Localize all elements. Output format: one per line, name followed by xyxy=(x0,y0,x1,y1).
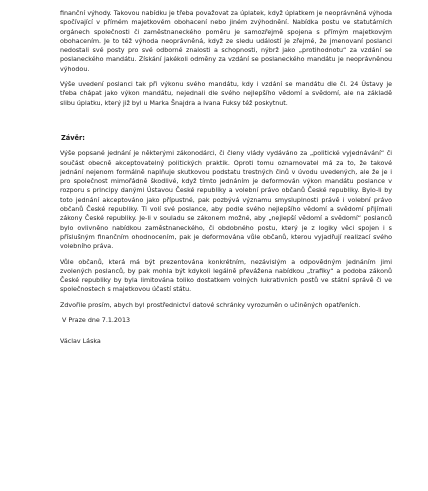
conclusion-heading: Závěr: xyxy=(61,133,85,142)
paragraph-conclusion: Výše popsané jednání je některými zákonodárci, či členy vlády vydáváno za „politické vyjednávání“ či součást obecně akceptovatelný politických praktik. Oproti tomu oznamovatel má za to, že takové jednání nejenom formálně naplňuje skutkovou podstatu trestných činů v úvodu uvedených, ale že je i pro společnost mimořádně škodlivé, když tímto jednáním je deformován výkon mandátu poslance v rozporu s principy danými Ústavou České republiky a volební právo občanů České republiky. Bylo-li by toto jednání akceptováno jako přípustné, pak pozbývá významu smysluplnosti právě i volební právo občanů České republiky. Ti volí své poslance, aby podle svého nejlepšího vědomí a svědomí přijímali zákony České republiky. Je-li v souladu se zákonem možné, aby „nejlepší vědomí a svědomí“ poslanců bylo ovlivněno nabídkou zaměstnaneckého, či obdobného postu, který je z logiky věci spojen i s příslušným finančním ohodnocením, pak je deformována vůle občanů, kterou vyjadřují realizací svého volebního práva. xyxy=(60,150,392,251)
paragraph-request: Zdvořile prosím, abych byl prostřednictví datové schránky vyrozuměn o učiněných opatřeních. xyxy=(60,301,361,309)
date-line: V Praze dne 7.1.2013 xyxy=(62,317,131,325)
paragraph-mandate: Výše uvedení poslanci tak při výkonu svého mandátu, kdy i vzdání se mandátu dle čl. 24 Ústavy je třeba chápat jako výkon mandátu, nejednali dle svého nejlepšího vědomí a svědomí, ale na základě slibu úplatku, který již byl u Marka Šnajdra a Ivana Fuksy též poskytnut. xyxy=(60,81,392,107)
paragraph-citizens-will: Vůle občanů, která má být prezentována konkrétním, nezávislým a odpovědným jednáním jimi zvolených poslanců, by pak mohla být kdykoli legálně převážena nabídkou „trafiky“ a podoba zákonů České republiky by byla limitována toliko dostatkem volných lukrativních postů ve státní správě či ve společnostech s majetkovou účastí státu. xyxy=(60,258,392,294)
signature-name: Václav Láska xyxy=(60,338,101,346)
paragraph-intro: finanční výhody. Takovou nabídku je třeba považovat za úplatek, když úplatkem je neoprávněná výhoda spočívající v přímém majetkovém obohacení nebo jiném zvýhodnění. Nabídka postu ve statutárních orgánech společnosti či zaměstnaneckého poměru je samozřejmě spojena s přímým majetkovým obohacením. Je to též výhoda neoprávněná, když ze sledu událostí je zřejmé, že jmenovaní poslanci nedostali své posty pro své odborné znalosti a schopnosti, nýbrž jako „protihodnotu“ za vzdání se poslaneckého mandátu. Získání jakékoli odměny za vzdání se poslaneckého mandátu je neoprávněnou výhodou. xyxy=(60,10,392,73)
document-page xyxy=(60,9,392,347)
